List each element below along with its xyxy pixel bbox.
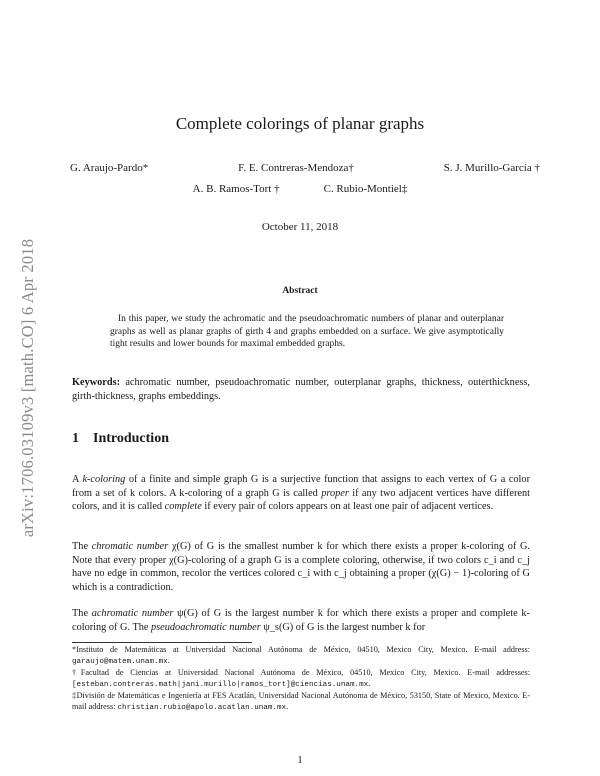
paragraph-achromatic-number — [72, 607, 530, 634]
emphasis: k-coloring — [82, 474, 126, 485]
author-name: A. B. Ramos-Tort † — [192, 183, 280, 195]
emphasis: complete — [164, 501, 202, 513]
footnote-end: . — [368, 678, 371, 688]
email-address[interactable]: garaujo@matem.unam.mx — [72, 657, 168, 666]
footnote-end: . — [167, 655, 170, 665]
emphasis: proper — [321, 487, 349, 499]
paragraph-k-coloring — [72, 473, 530, 514]
arxiv-identifier: arXiv:1706.03109v3 [math.CO] 6 Apr 2018 — [18, 238, 37, 538]
section-title: Introduction — [93, 431, 169, 446]
text-run: of a finite and simple graph G is a surjective function that assigns to each vertex of G a color from a set of k colors. A k-coloring of a graph G is called — [72, 474, 530, 499]
footnote-2 — [72, 668, 530, 690]
text-run: The — [72, 608, 92, 619]
footnote-text: ‡División de Matemáticas e Ingeniería at FES Acatlán, Universidad Nacional Autónoma de México, 53150, State of Mexico, Mexico. E-mail address: — [72, 691, 530, 711]
text-run: if every pair of colors appears on at least one pair of adjacent vertices. — [201, 501, 494, 513]
author-name: G. Araujo-Pardo* — [70, 162, 149, 174]
abstract-heading: Abstract — [282, 286, 318, 296]
paragraph-chromatic-number — [72, 540, 530, 594]
emphasis: pseudoachromatic number — [151, 621, 261, 633]
section-heading — [72, 431, 169, 447]
footnote-3 — [72, 691, 530, 713]
footnote-end: . — [286, 701, 289, 711]
text-run: The — [72, 541, 92, 552]
author-name: F. E. Contreras-Mendoza† — [238, 162, 354, 174]
text-run: ψ(G) of G is the largest number k for which there exists a proper and complete k-coloring of G. The — [72, 608, 530, 633]
email-address[interactable]: christian.rubio@apolo.acatlan.unam.mx — [117, 703, 287, 712]
text-run: χ(G) of G is the smallest number k for which there exists a proper k-coloring of G. Note that every proper χ(G)-coloring of a graph G is a complete coloring, otherwise, if two colors c_i and c_j have no edge in common, recolor the vertices colored c_i with c_j obtaining a proper (χ(G) − 1)-coloring of G which is a contradiction. — [72, 541, 530, 593]
page-number: 1 — [297, 755, 303, 766]
email-address[interactable]: [esteban.contreras.math|jani.murillo|ramos_tort]@ciencias.unam.mx — [72, 680, 369, 689]
author-name: S. J. Murillo-García † — [443, 162, 540, 174]
emphasis: chromatic number — [91, 541, 169, 552]
section-number: 1 — [72, 431, 79, 446]
footnote-text: †Facultad de Ciencias at Universidad Nacional Autónoma de México, 04510, Mexico City, Mexico. E-mail addresses: — [72, 668, 530, 677]
keywords-label: Keywords: — [72, 377, 121, 388]
paper-title: Complete colorings of planar graphs — [175, 114, 425, 133]
authors-row-1 — [70, 162, 540, 174]
text-run: ψ_s(G) of G is the largest number k for — [260, 621, 426, 633]
abstract-text: In this paper, we study the achromatic and the pseudoachromatic numbers of planar and outerplanar graphs as well as planar graphs of girth 4 and graphs embedded on a surface. We give asymptotically tight results and lower bounds for maximal embedded graphs. — [110, 314, 504, 349]
authors-row-2 — [0, 183, 600, 195]
text-run: A — [72, 474, 83, 485]
text-run: if any two adjacent vertices have different colors, and it is called — [72, 487, 530, 513]
author-name: C. Rubio-Montiel‡ — [323, 183, 408, 195]
footnote-text: *Instituto de Matemáticas at Universidad Nacional Autónoma de México, 04510, Mexico City, Mexico. E-mail address: — [72, 645, 530, 654]
publication-date: October 11, 2018 — [261, 221, 339, 233]
footnote-rule — [72, 642, 252, 643]
keywords — [72, 376, 530, 403]
footnote-1 — [72, 645, 530, 667]
keywords-text: achromatic number, pseudoachromatic number, outerplanar graphs, thickness, outerthickness, girth-thickness, graphs embeddings. — [72, 377, 530, 402]
emphasis: achromatic number — [91, 608, 174, 619]
